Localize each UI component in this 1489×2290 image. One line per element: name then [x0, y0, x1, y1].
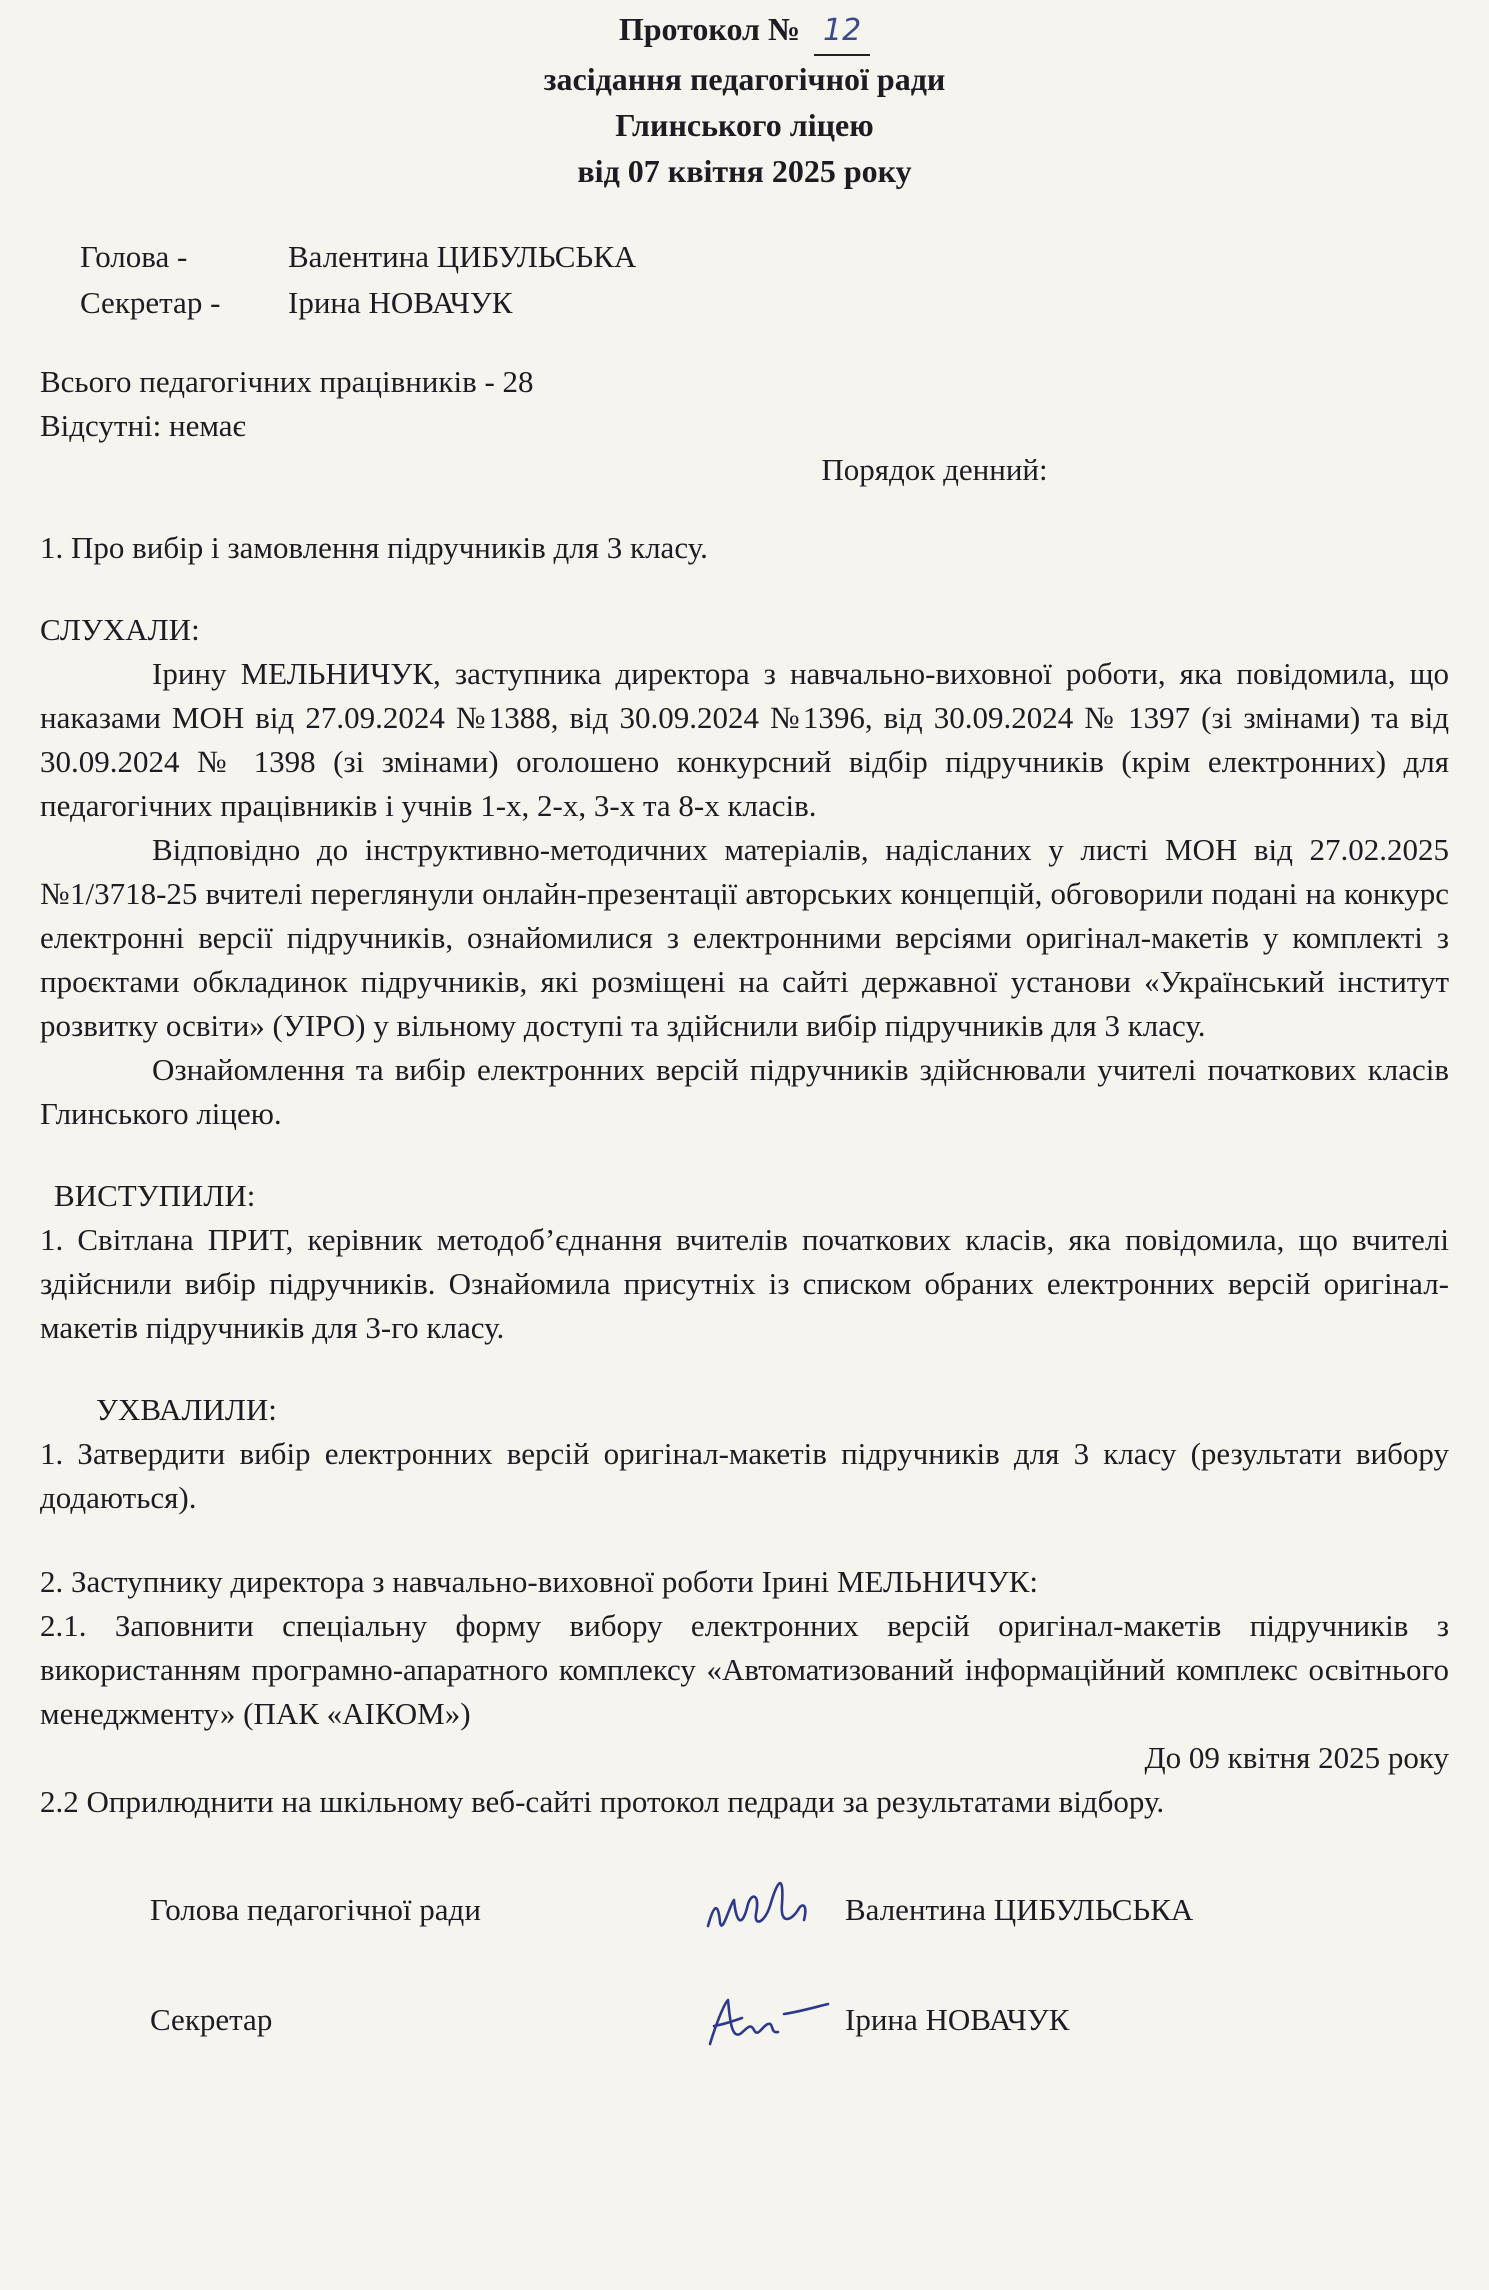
secretary-row: Секретар - Ірина НОВАЧУК — [80, 285, 513, 320]
spoke-paragraph-1: 1. Світлана ПРИТ, керівник методоб’єднання вчителів початкових класів, яка повідомила, що вчителі здійснили вибір підручників. Ознайомила присутніх із списком обраних електронних версій оригінал-макетів підручників для 3-го класу. — [40, 1222, 1449, 1345]
secretary-signature — [700, 1974, 840, 2064]
chair-signature — [700, 1864, 820, 1954]
secretary-signature-row: Секретар Ірина НОВАЧУК — [40, 1974, 1449, 2084]
chair-row: Голова - Валентина ЦИБУЛЬСЬКА — [80, 239, 637, 274]
officers-block — [40, 234, 1449, 326]
resolved-item-1: 1. Затвердити вибір електронних версій оригінал-макетів підручників для 3 класу (результати вибору додаються). — [40, 1436, 1449, 1515]
agenda-item-1: 1. Про вибір і замовлення підручників для 3 класу. — [40, 530, 708, 565]
heard-paragraph-1: Ірину МЕЛЬНИЧУК, заступника директора з навчально-виховної роботи, яка повідомила, що наказами МОН від 27.09.2024 №1388, від 30.09.2024 №1396, від 30.09.2024 № 1397 (зі змінами) та від 30.09.2024 № 1398 (зі змінами) оголошено конкурсний відбір підручників (крім електронних) для педагогічних працівників і учнів 1-х, 2-х, 3-х та 8-х класів. — [40, 656, 1449, 823]
school-name: Глинського ліцею — [615, 107, 874, 143]
protocol-number: 12 — [814, 6, 870, 56]
meeting-title: засідання педагогічної ради — [543, 61, 946, 97]
spoke-label: ВИСТУПИЛИ: — [54, 1178, 256, 1213]
resolved-item-2-2: 2.2 Оприлюднити на шкільному веб-сайті протокол педради за результатами відбору. — [40, 1784, 1165, 1819]
resolved-item-2: 2. Заступнику директора з навчально-виховної роботи Ірині МЕЛЬНИЧУК: — [40, 1564, 1039, 1599]
meeting-date: від 07 квітня 2025 року — [577, 153, 912, 189]
resolved-label: УХВАЛИЛИ: — [96, 1392, 277, 1427]
heard-paragraph-2: Відповідно до інструктивно-методичних матеріалів, надісланих у листі МОН від 27.02.2025 №1/3718-25 вчителі переглянули онлайн-презентації авторських концепцій, обговорили подані на конкурс електронні версії підручників, ознайомилися з електронними версіями оригінал-макетів у комплекті з проєктами обкладинок підручників, які розміщені на сайті державної установи «Український інститут розвитку освіти» (УІРО) у вільному доступі та здійснили вибір підручників для 3 класу. — [40, 832, 1449, 1043]
deadline: До 09 квітня 2025 року — [1144, 1740, 1449, 1775]
heard-label: СЛУХАЛИ: — [40, 612, 200, 647]
document-header — [40, 0, 1449, 194]
resolved-item-2-1: 2.1. Заповнити спеціальну форму вибору електронних версій оригінал-макетів підручників з використанням програмно-апаратного комплексу «Автоматизований інформаційний комплекс освітнього менеджменту» (ПАК «АІКОМ») — [40, 1608, 1449, 1731]
chair-signature-row: Голова педагогічної ради Валентина ЦИБУЛЬСЬКА — [40, 1864, 1449, 1974]
absent-staff: Відсутні: немає — [40, 408, 246, 443]
heard-paragraph-3: Ознайомлення та вибір електронних версій підручників здійснювали учителі початкових класів Глинського ліцею. — [40, 1052, 1449, 1131]
protocol-title: Протокол № 12 — [40, 6, 1449, 56]
agenda-title: Порядок денний: — [821, 452, 1048, 487]
attendance-block — [40, 360, 1449, 448]
total-staff: Всього педагогічних працівників - 28 — [40, 364, 534, 399]
